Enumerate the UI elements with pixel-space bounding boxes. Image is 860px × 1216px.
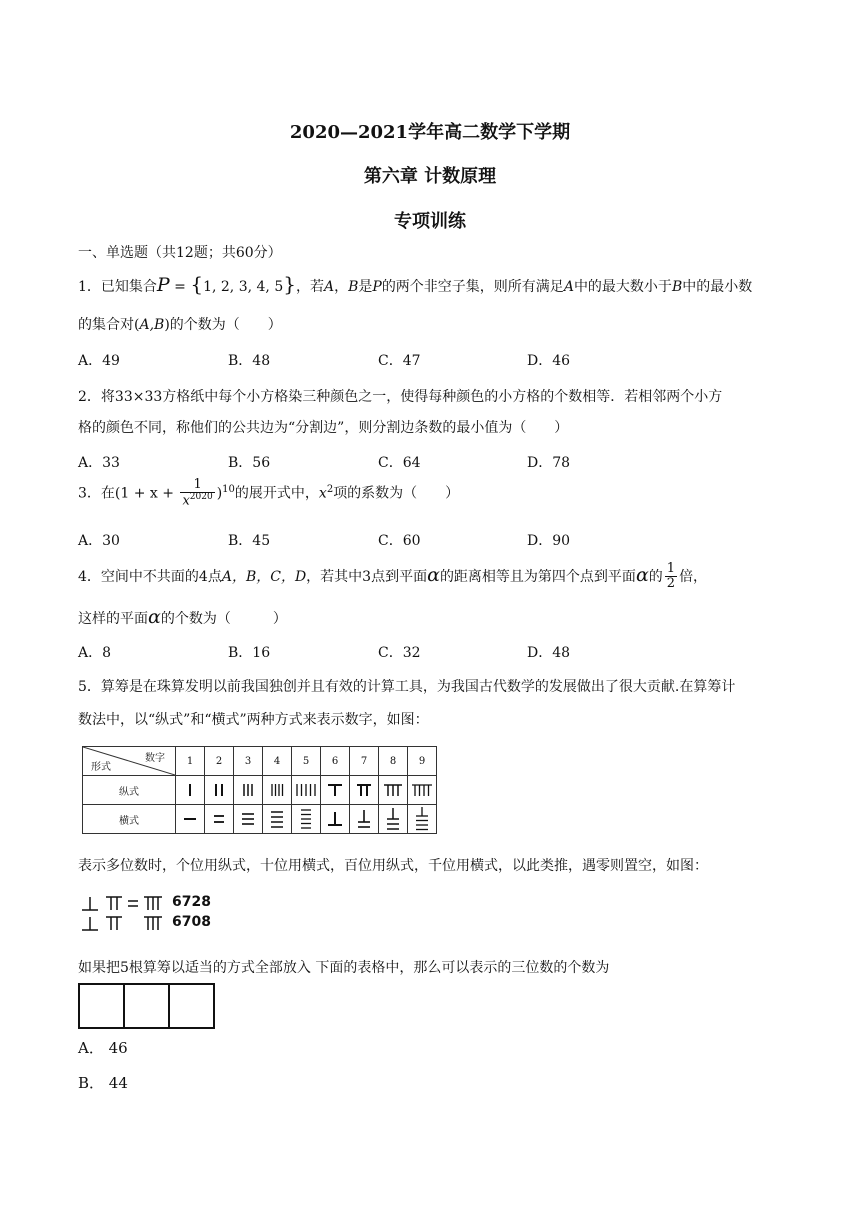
digit-header: 6 [321, 747, 350, 776]
question-4-line-2: 这样的平面α的个数为（ ） [78, 606, 287, 628]
vertical-rod-1 [176, 776, 205, 805]
q1-option-d: D．46 [527, 353, 571, 369]
chapter-title: 第六章 计数原理 [363, 166, 497, 187]
vertical-rod-3 [234, 776, 263, 805]
corner-label-digit: 数字 [145, 753, 165, 764]
q3-option-c: C．60 [378, 533, 421, 549]
rod-example-6708 [80, 914, 170, 938]
vertical-rod-5 [292, 776, 321, 805]
section-subtitle: 专项训练 [394, 211, 466, 232]
question-1-line-2: 的集合对(A,B)的个数为（ ） [78, 317, 282, 333]
counting-rod-table [82, 746, 437, 834]
q2-option-d: D．78 [527, 455, 571, 471]
question-5-line-2: 数法中，以“纵式”和“横式”两种方式来表示数字，如图： [78, 712, 429, 728]
table-corner-cell [83, 747, 176, 776]
horizontal-rod-8 [379, 805, 408, 834]
q3-option-b: B．45 [228, 533, 271, 549]
corner-label-form: 形式 [91, 762, 111, 773]
vertical-rod-2 [205, 776, 234, 805]
vertical-rod-4 [263, 776, 292, 805]
digit-header: 4 [263, 747, 292, 776]
row-label-horizontal: 横式 [83, 805, 176, 834]
horizontal-rod-6 [321, 805, 350, 834]
horizontal-rod-1 [176, 805, 205, 834]
horizontal-rod-3 [234, 805, 263, 834]
q4-option-d: D．48 [527, 645, 571, 661]
vertical-rod-9 [408, 776, 437, 805]
q3-option-d: D．90 [527, 533, 571, 549]
digit-header: 8 [379, 747, 408, 776]
q2-option-b: B．56 [228, 455, 271, 471]
question-4-line-1: 4．空间中不共面的4点A，B，C，D，若其中3点到平面α的距离相等且为第四个点到平面α的 $\frac{1}{2}$ 倍， [78, 561, 708, 592]
q1-option-b: B．48 [228, 353, 271, 369]
question-5-line-4: 如果把5根算筹以适当的方式全部放入 下面的表格中，那么可以表示的三位数的个数为 [78, 960, 610, 976]
q1-option-c: C．47 [378, 353, 421, 369]
q3-option-a: A．30 [78, 533, 120, 549]
vertical-rod-7 [350, 776, 379, 805]
question-5-line-3: 表示多位数时，个位用纵式，十位用横式，百位用纵式，千位用横式，以此类推，遇零则置空，如图： [78, 858, 708, 874]
horizontal-rod-7 [350, 805, 379, 834]
vertical-rod-6 [321, 776, 350, 805]
example-number-6708: 6708 [172, 914, 211, 930]
digit-header: 9 [408, 747, 437, 776]
question-5-line-1: 5．算筹是在珠算发明以前我国独创并且有效的计算工具，为我国古代数学的发展做出了很大贡献.在算筹计 [78, 679, 736, 695]
units-box [168, 983, 215, 1029]
q4-option-b: B．16 [228, 645, 271, 661]
q4-option-a: A．8 [78, 645, 112, 661]
row-label-vertical: 纵式 [83, 776, 176, 805]
digit-header: 3 [234, 747, 263, 776]
horizontal-rod-2 [205, 805, 234, 834]
example-number-6728: 6728 [172, 894, 211, 910]
document-title: 2020—2021学年高二数学下学期 [289, 122, 571, 143]
q4-option-c: C．32 [378, 645, 421, 661]
question-3-line-1: 3．在(1 + x + $\frac{1}{x^{2020}}$ )$^{10}$的展开式中，$x^2$项的系数为（ ） [78, 477, 460, 509]
three-digit-boxes [78, 983, 213, 1029]
question-2-line-1: 2．将33×33方格纸中每个小方格染三种颜色之一，使得每种颜色的小方格的个数相等．若相邻两个小方 [78, 389, 723, 405]
question-1-line-1: 1．已知集合P = {1, 2, 3, 4, 5}，若A，B是P的两个非空子集，则所有满足A中的最大数小于B中的最小数 [78, 272, 753, 296]
hundreds-box [78, 983, 125, 1029]
horizontal-rod-4 [263, 805, 292, 834]
q5-option-a: A． 46 [78, 1039, 128, 1057]
horizontal-rod-5 [292, 805, 321, 834]
digit-header: 1 [176, 747, 205, 776]
digit-header: 2 [205, 747, 234, 776]
horizontal-rod-9 [408, 805, 437, 834]
tens-box [123, 983, 170, 1029]
section-heading: 一、单选题（共12题；共60分） [78, 245, 282, 261]
vertical-rod-8 [379, 776, 408, 805]
q2-option-c: C．64 [378, 455, 421, 471]
q1-option-a: A．49 [78, 353, 120, 369]
question-2-line-2: 格的颜色不同，称他们的公共边为“分割边”，则分割边条数的最小值为（ ） [78, 420, 569, 436]
q5-option-b: B． 44 [78, 1074, 128, 1092]
q2-option-a: A．33 [78, 455, 120, 471]
digit-header: 5 [292, 747, 321, 776]
digit-header: 7 [350, 747, 379, 776]
